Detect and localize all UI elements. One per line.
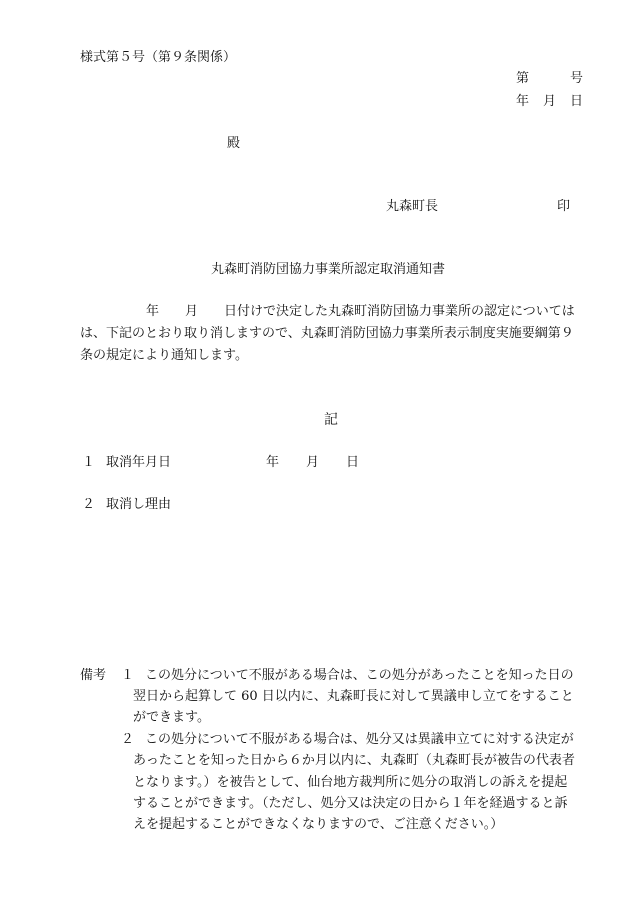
remark-1-line-1: この処分について不服がある場合は、この処分があったことを知った日の bbox=[145, 668, 574, 683]
body-date-year: 年 bbox=[146, 304, 160, 319]
form-label: 様式第５号（第９条関係） bbox=[80, 50, 237, 65]
body-line-1 bbox=[80, 301, 586, 323]
item-1-label: 取消年月日 bbox=[106, 455, 172, 470]
remark-2-line-5: えを提起することができなくなりますので、ご注意ください。） bbox=[133, 817, 504, 832]
remark-1-number: １ bbox=[121, 668, 135, 683]
document-title: 丸森町消防団協力事業所認定取消通知書 bbox=[211, 262, 446, 277]
ki-heading: 記 bbox=[324, 412, 338, 428]
remark-1-line-2: 翌日から起算して 60 日以内に、丸森町長に対して異議申し立てをすること bbox=[133, 689, 574, 704]
remark-2-line-2: あったことを知った日から６か月以内に、丸森町（丸森町長が被告の代表者 bbox=[133, 753, 575, 768]
addressee-honorific: 殿 bbox=[227, 136, 241, 151]
item-2-label: 取消し理由 bbox=[106, 497, 172, 512]
body-paragraph bbox=[80, 301, 586, 367]
remark-1-line-3: ができます。 bbox=[133, 710, 210, 725]
remark-2-line-3: となります。）を被告として、仙台地方裁判所に処分の取消しの訴えを提起 bbox=[133, 775, 568, 790]
header-date-year: 年 bbox=[516, 94, 530, 109]
item-1-number: １ bbox=[82, 455, 96, 470]
item-1-day: 日 bbox=[346, 455, 360, 470]
body-line-2: は、下記のとおり取り消しますので、丸森町消防団協力事業所表示制度実施要綱第９ bbox=[80, 326, 574, 341]
item-2-number: ２ bbox=[82, 497, 96, 512]
remark-2-line-4: することができます。（ただし、処分又は決定の日から１年を経過すると訴 bbox=[133, 796, 568, 811]
item-1-month: 月 bbox=[306, 455, 320, 470]
header-date-month: 月 bbox=[543, 94, 557, 109]
remark-2-number: ２ bbox=[121, 732, 135, 747]
doc-number-prefix: 第 bbox=[516, 71, 530, 86]
body-line-3: 条の規定により通知します。 bbox=[80, 348, 248, 363]
item-1-year: 年 bbox=[266, 455, 280, 470]
header-date-day: 日 bbox=[570, 94, 584, 109]
doc-number-suffix: 号 bbox=[570, 71, 584, 86]
remark-2-line-1: この処分について不服がある場合は、処分又は異議申立てに対する決定が bbox=[145, 732, 574, 747]
body-date-month: 月 bbox=[185, 304, 199, 319]
issuer-title: 丸森町長 bbox=[386, 199, 439, 214]
body-line-1-text: 日付けで決定した丸森町消防団協力事業所の認定については bbox=[224, 304, 575, 319]
remarks-label: 備考 bbox=[80, 668, 107, 683]
issuer-seal: 印 bbox=[557, 199, 571, 214]
